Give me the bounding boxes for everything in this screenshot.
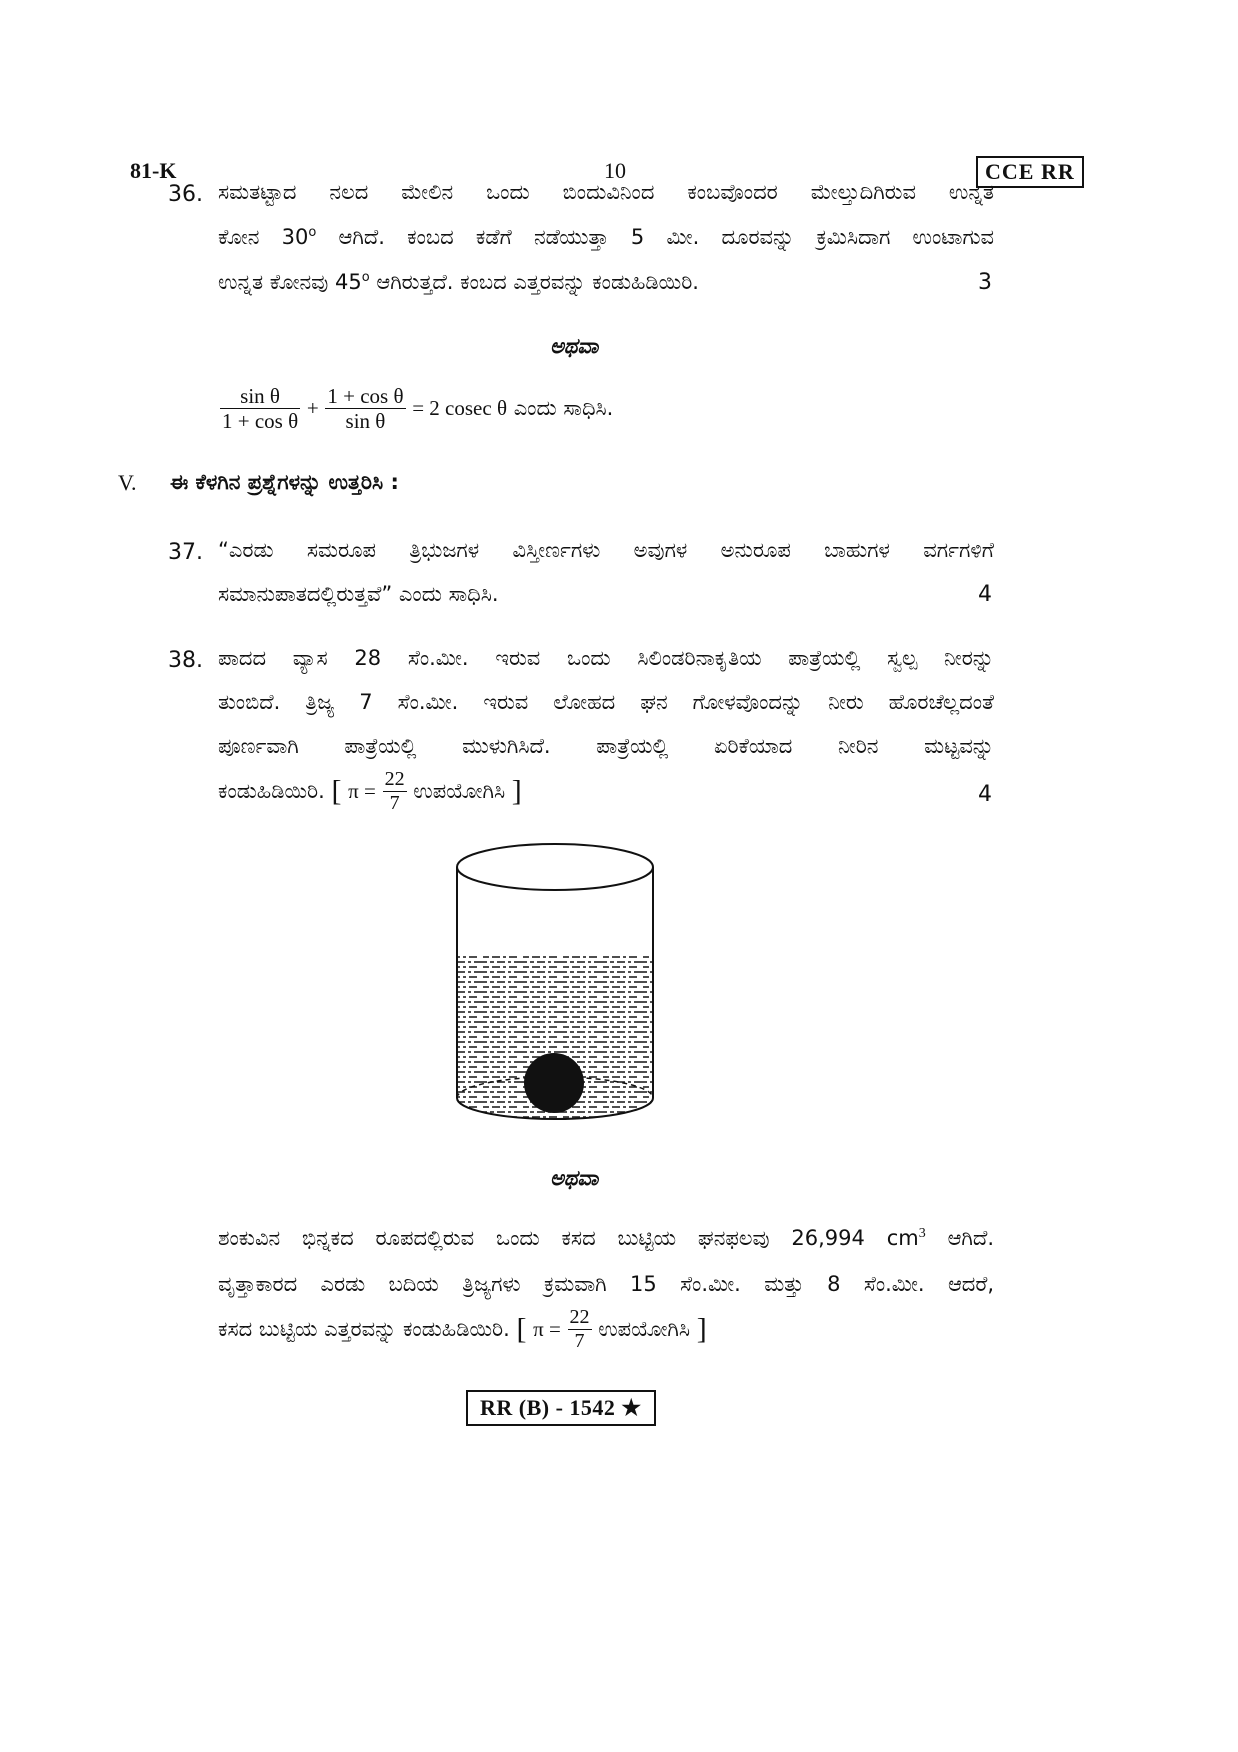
fraction-2: $\frac{\text{1 + cos θ}}{\text{sin θ}}$: [327, 384, 404, 434]
page-number: 10: [604, 158, 626, 183]
q38-marks: 4: [978, 782, 992, 807]
q38-line-1: ಪಾದದ ವ್ಯಾಸ 28 ಸೆಂ.ಮೀ. ಇರುವ ಒಂದು ಸಿಲಿಂಡರಿನಾಕೃತಿಯ ಪಾತ್ರೆಯಲ್ಲಿ ಸ್ವಲ್ಪ ನೀರನ್ನು: [218, 646, 994, 670]
q36-or-label: ಅಥವಾ: [550, 334, 599, 358]
q37-number: 37.: [168, 540, 203, 565]
section-title: ಈ ಕೆಳಗಿನ ಪ್ರಶ್ನೆಗಳನ್ನು ಉತ್ತರಿಸಿ :: [170, 470, 399, 494]
alt-pi-fraction: $\frac{22}{7}$: [569, 1306, 590, 1352]
pi-fraction: $\frac{22}{7}$: [384, 768, 405, 814]
q38-line-2: ತುಂಬಿದೆ. ತ್ರಿಜ್ಯ 7 ಸೆಂ.ಮೀ. ಇರುವ ಲೋಹದ ಘನ ಗೋಳವೊಂದನ್ನು ನೀರು ಹೊರಚೆಲ್ಲದಂತೆ: [218, 690, 994, 714]
q38-alt-line-2: ವೃತ್ತಾಕಾರದ ಎರಡು ಬದಿಯ ತ್ರಿಜ್ಯಗಳು ಕ್ರಮವಾಗಿ 15 ಸೆಂ.ಮೀ. ಮತ್ತು 8 ಸೆಂ.ಮೀ. ಆದರೆ,: [218, 1272, 994, 1296]
q36-alt-identity: $\frac{\text{sin θ}}{\text{1 + cos θ}}$ + $\frac{\text{1 + cos θ}}{\text{sin θ}}$ = 2 cosec θ ಎಂದು ಸಾಧಿಸಿ.: [222, 384, 614, 434]
paper-code: 81-K: [130, 158, 177, 183]
q38-line-3: ಪೂರ್ಣವಾಗಿ ಪಾತ್ರೆಯಲ್ಲಿ ಮುಳುಗಿಸಿದೆ. ಪಾತ್ರೆಯಲ್ಲಿ ಏರಿಕೆಯಾದ ನೀರಿನ ಮಟ್ಟವನ್ನು: [218, 734, 994, 758]
q38-alt-line-3: ಕಸದ ಬುಟ್ಟಿಯ ಎತ್ತರವನ್ನು ಕಂಡುಹಿಡಿಯಿರಿ. [ π = $\frac{22}{7}$ ಉಪಯೋಗಿಸಿ ]: [218, 1306, 707, 1352]
section-roman: V.: [118, 470, 137, 495]
paper-serial-code: RR (B) - 1542 ★: [466, 1390, 656, 1426]
q38-or-label: ಅಥವಾ: [550, 1166, 599, 1190]
q36-marks: 3: [978, 270, 992, 295]
q37-marks: 4: [978, 582, 992, 607]
q38-line-4: ಕಂಡುಹಿಡಿಯಿರಿ. [ π = $\frac{22}{7}$ ಉಪಯೋಗಿಸಿ ]: [218, 768, 522, 814]
q37-line-1: “ಎರಡು ಸಮರೂಪ ತ್ರಿಭುಜಗಳ ವಿಸ್ತೀರ್ಣಗಳು ಅವುಗಳ ಅನುರೂಪ ಬಾಹುಗಳ ವರ್ಗಗಳಿಗೆ: [218, 538, 994, 562]
q37-line-2: ಸಮಾನುಪಾತದಲ್ಲಿರುತ್ತವೆ” ಎಂದು ಸಾಧಿಸಿ.: [218, 582, 499, 606]
q38-alt-line-1: ಶಂಕುವಿನ ಭಿನ್ನಕದ ರೂಪದಲ್ಲಿರುವ ಒಂದು ಕಸದ ಬುಟ್ಟಿಯ ಘನಫಲವು 26,994 $cm^3$ ಆಗಿದೆ.: [218, 1226, 994, 1250]
q38-number: 38.: [168, 648, 203, 673]
metal-sphere: [524, 1053, 584, 1113]
q36-line-1: ಸಮತಟ್ಟಾದ ನಲದ ಮೇಲಿನ ಒಂದು ಬಿಂದುವಿನಿಂದ ಕಂಬವೊಂದರ ಮೇಲ್ತುದಿಗಿರುವ ಉನ್ನತ: [218, 180, 994, 204]
q36-number: 36.: [168, 182, 203, 207]
q36-line-2: ಕೋನ 30$^o$ ಆಗಿದೆ. ಕಂಬದ ಕಡೆಗೆ ನಡೆಯುತ್ತಾ 5 ಮೀ. ದೂರವನ್ನು ಕ್ರಮಿಸಿದಾಗ ಉಂಟಾಗುವ: [218, 225, 994, 249]
syllabus-badge: CCE RR: [976, 156, 1084, 188]
fraction-1: $\frac{\text{sin θ}}{\text{1 + cos θ}}$: [222, 384, 299, 434]
cylinder-top-rim: [457, 844, 653, 890]
cylinder-with-sphere-figure: [440, 830, 670, 1145]
q36-line-3: ಉನ್ನತ ಕೋನವು 45$^o$ ಆಗಿರುತ್ತದೆ. ಕಂಬದ ಎತ್ತರವನ್ನು ಕಂಡುಹಿಡಿಯಿರಿ.: [218, 270, 699, 294]
